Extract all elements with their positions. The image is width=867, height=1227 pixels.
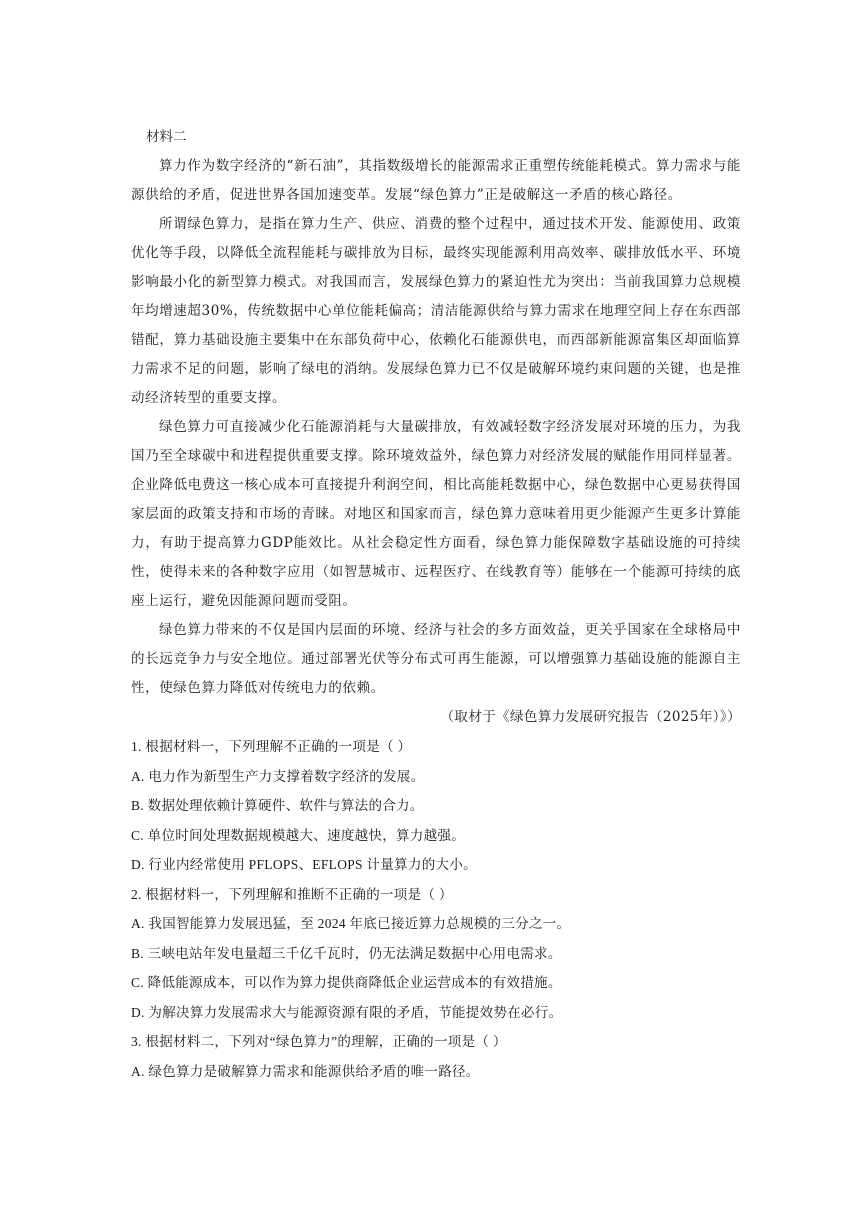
answer-option: D. 行业内经常使用 PFLOPS、EFLOPS 计量算力的大小。	[131, 857, 477, 872]
answer-option: A. 绿色算力是破解算力需求和能源供给矛盾的唯一路径。	[131, 1063, 480, 1079]
answer-option: B. 三峡电站年发电量超三千亿千瓦时，仍无法满足数据中心用电需求。	[131, 945, 562, 961]
answer-option: D. 为解决算力发展需求大与能源资源有限的矛盾，节能提效势在必行。	[131, 1004, 563, 1020]
paragraph: 所谓绿色算力，是指在算力生产、供应、消费的整个过程中，通过技术开发、能源使用、政策优化等手段，以降低全流程能耗与碳排放为目标，最终实现能源利用高效率、碳排放低水平、环境影响最小化的新型算力模式。对我国而言，发展绿色算力的紧迫性尤为突出：当前我国算力总规模年均增速超30%，传统数据中心单位能耗偏高；清洁能源供给与算力需求在地理空间上存在东西部错配，算力基础设施主要集中在东部负荷中心，依赖化石能源供电，而西部新能源富集区却面临算力需求不足的问题，影响了绿电的消纳。发展绿色算力已不仅是破解环境约束问题的关键，也是推动经济转型的重要支撑。	[131, 216, 741, 406]
paragraph: 绿色算力可直接减少化石能源消耗与大量碳排放，有效减轻数字经济发展对环境的压力，为我国乃至全球碳中和进程提供重要支撑。除环境效益外，绿色算力对经济发展的赋能作用同样显著。企业降低电费这一核心成本可直接提升利润空间，相比高能耗数据中心，绿色数据中心更易获得国家层面的政策支持和市场的青睐。对地区和国家而言，绿色算力意味着用更少能源产生更多计算能力，有助于提高算力GDP能效比。从社会稳定性方面看，绿色算力能保障数字基础设施的可持续性，使得未来的各种数字应用（如智慧城市、远程医疗、在线教育等）能够在一个能源可持续的底座上运行，避免因能源问题而受阻。	[131, 419, 741, 609]
source-citation: （取材于《绿色算力发展研究报告（2025年）》）	[440, 709, 741, 725]
answer-option: A. 我国智能算力发展迅猛，至 2024 年底已接近算力总规模的三分之一。	[131, 916, 571, 931]
paragraph: 绿色算力带来的不仅是国内层面的环境、经济与社会的多方面效益，更关乎国家在全球格局中的长远竞争力与安全地位。通过部署光伏等分布式可再生能源，可以增强算力基础设施的能源自主性，使绿色算力降低对传统电力的依赖。	[131, 622, 741, 696]
answer-option: B. 数据处理依赖计算硬件、软件与算法的合力。	[131, 798, 424, 813]
answer-option: C. 单位时间处理数据规模越大、速度越快，算力越强。	[131, 827, 466, 843]
question-stem: 1. 根据材料一，下列理解不正确的一项是（ ）	[131, 739, 412, 754]
question-stem: 2. 根据材料一，下列理解和推断不正确的一项是（ ）	[131, 886, 453, 902]
section-title: 材料二	[146, 129, 187, 145]
document-body	[131, 123, 741, 1086]
question-stem: 3. 根据材料二，下列对“绿色算力”的理解，正确的一项是（ ）	[131, 1034, 507, 1049]
answer-option: A. 电力作为新型生产力支撑着数字经济的发展。	[131, 768, 425, 784]
paragraph: 算力作为数字经济的“新石油”，其指数级增长的能源需求正重塑传统能耗模式。算力需求与能源供给的矛盾，促进世界各国加速变革。发展“绿色算力”正是破解这一矛盾的核心路径。	[131, 158, 741, 203]
answer-option: C. 降低能源成本，可以作为算力提供商降低企业运营成本的有效措施。	[131, 975, 562, 990]
question-list	[131, 732, 741, 1086]
